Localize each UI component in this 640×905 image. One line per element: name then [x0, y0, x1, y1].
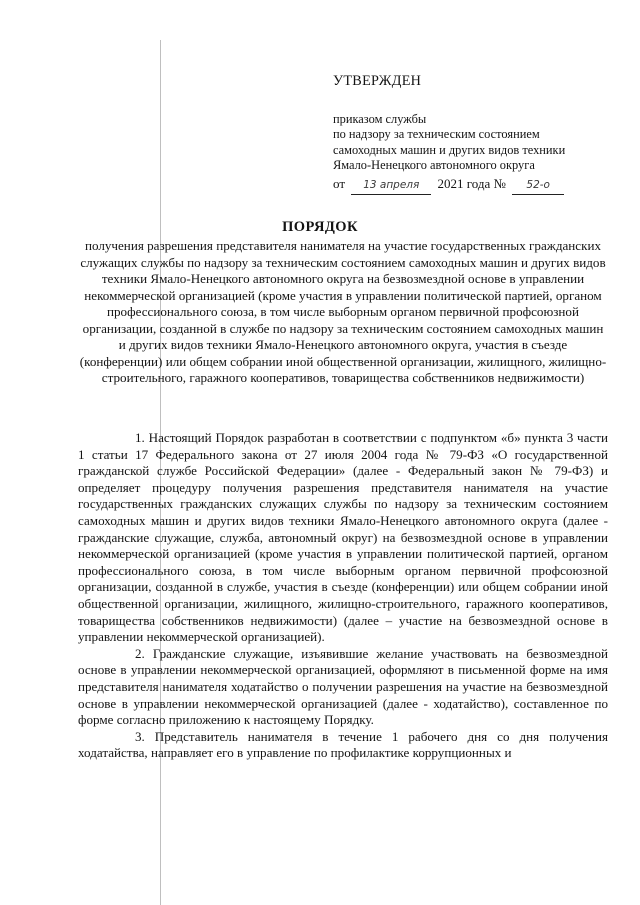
approval-heading: УТВЕРЖДЕН — [333, 73, 422, 89]
handwritten-date: 13 апреля — [351, 178, 431, 195]
document-subtitle: получения разрешения представителя нанимателя на участие государственных гражданских служащих службы по надзору за техническим состоянием самоходных машин и других видов техники Ямало-Ненецкого автономного округа на безвозмездной основе в управлении некоммерческой организацией (кроме участия в управлении политической партией, органом профессионального союза, в том числе выборным органом первичной профсоюзной организации, созданной в службе по надзору за техническим состоянием самоходных машин и других видов техники Ямало-Ненецкого автономного округа, участия в съезде (конференции) или общем собрании иной общественной организации, жилищного, жилищно-строительного, гаражного кооперативов, товарищества собственников недвижимости) — [79, 238, 607, 385]
approval-block — [333, 74, 623, 195]
paragraph-2: 2. Гражданские служащие, изъявившие желание участвовать на безвозмездной основе в управлении некоммерческой организацией, оформляют в письменной форме на имя представителя нанимателя ходатайство о получении разрешения на участие на безвозмездной основе в управлении некоммерческой организацией (далее - ходатайство), составленное по форме согласно приложению к настоящему Порядку. — [78, 645, 608, 728]
handwritten-number: 52-о — [512, 178, 564, 195]
approval-line: по надзору за техническим состоянием — [333, 127, 540, 142]
paragraph-3: 3. Представитель нанимателя в течение 1 рабочего дня со дня получения ходатайства, направляет его в управление по профилактике коррупционных и — [78, 728, 608, 761]
approval-line: приказом службы — [333, 111, 427, 126]
approval-line: Ямало-Ненецкого автономного округа — [333, 158, 535, 173]
paragraph-1: 1. Настоящий Порядок разработан в соответствии с подпунктом «б» пункта 3 части 1 статьи 17 Федерального закона от 27 июля 2004 года № 79-ФЗ «О государственной гражданской службе Российской Федерации» (далее - Федеральный закон № 79-ФЗ) и определяет процедуру получения разрешения представителя нанимателя на участие государственных гражданских служащих службы по надзору за техническим состоянием самоходных машин и других видов техники Ямало-Ненецкого автономного округа (далее - гражданские служащие, служба, автономный округ) на безвозмездной основе в управлении некоммерческой организацией (кроме участия в управлении политической партией, органом профессионального союза, в том числе выборным органом первичной профсоюзной организации, созданной в службе, участия в съезде (конференции) или общем собрании иной общественной организации, жилищного, жилищно-строительного, гаражного кооперативов, товарищества собственников недвижимости) (далее – участие на безвозмездной основе в управлении некоммерческой организацией). — [78, 430, 608, 645]
approval-date-line — [333, 176, 623, 195]
approval-line: самоходных машин и других видов техники — [333, 142, 566, 157]
date-prefix: от — [333, 175, 346, 191]
year-text: 2021 года № — [437, 175, 506, 191]
document-title: ПОРЯДОК — [282, 219, 358, 235]
document-body — [78, 430, 608, 762]
